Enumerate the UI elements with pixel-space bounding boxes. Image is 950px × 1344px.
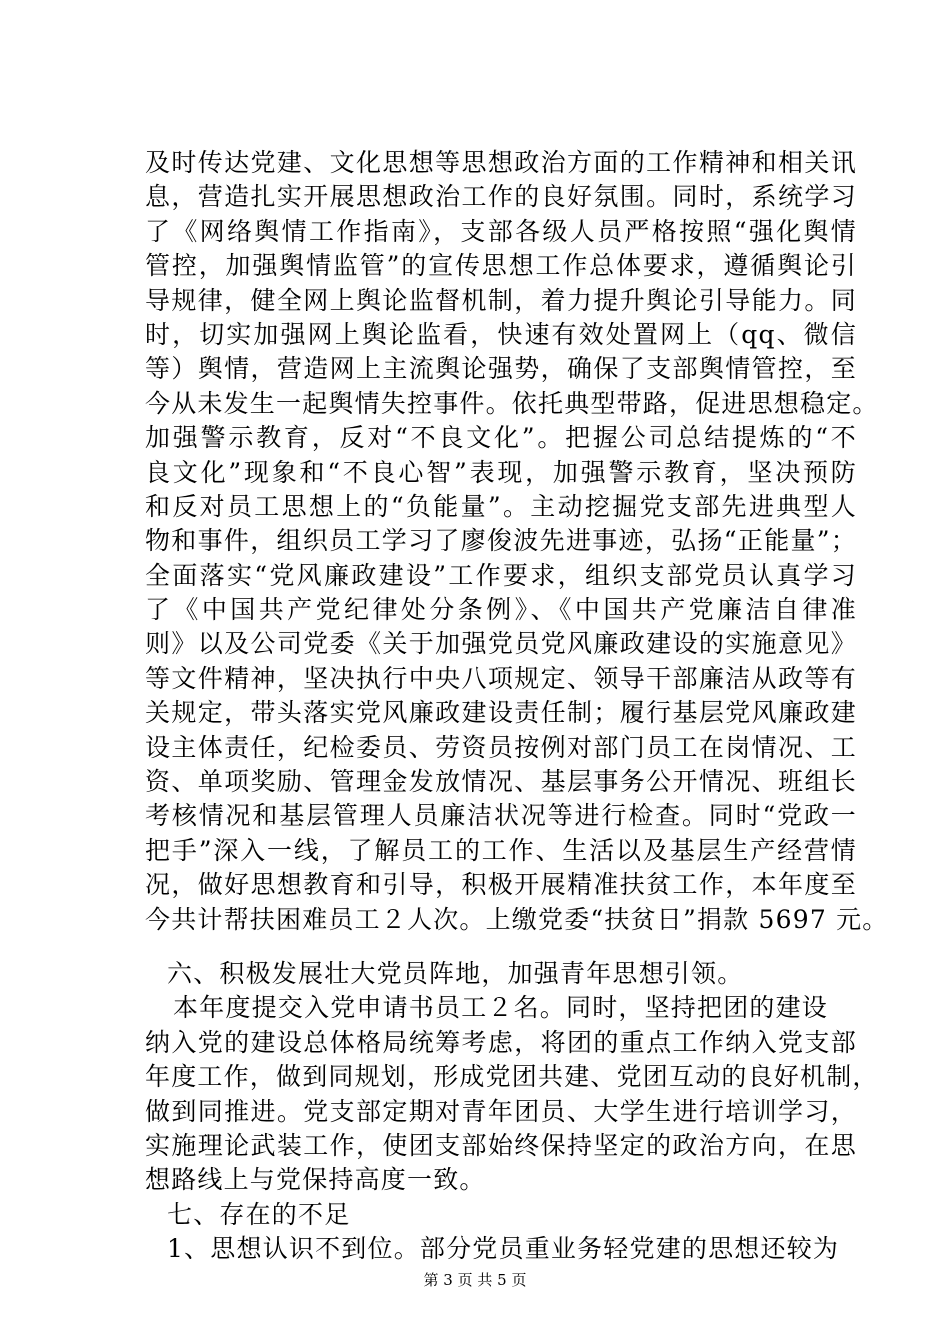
text-line: 时，切实加强网上舆论监看，快速有效处置网上（qq、微信 <box>145 319 857 349</box>
text-line: 今从未发生一起舆情失控事件。依托典型带路，促进思想稳定。 <box>145 388 879 418</box>
text-line: 设主体责任，纪检委员、劳资员按例对部门员工在岗情况、工 <box>145 732 857 762</box>
text-line: 等文件精神，坚决执行中央八项规定、领导干部廉洁从政等有 <box>145 663 857 693</box>
text-line: 了《中国共产党纪律处分条例》、《中国共产党廉洁自律准 <box>145 595 857 625</box>
document-body <box>145 146 889 1267</box>
page-number-footer: 第 3 页 共 5 页 <box>423 1271 527 1289</box>
section-heading-7: 七、存在的不足 <box>167 1199 351 1229</box>
text-line: 良文化”现象和“不良心智”表现，加强警示教育，坚决预防 <box>145 457 857 487</box>
text-line: 息，营造扎实开展思想政治工作的良好氛围。同时，系统学习 <box>145 182 857 212</box>
text-line: 想路线上与党保持高度一致。 <box>145 1165 486 1195</box>
text-line: 年度工作，做到同规划，形成党团共建、党团互动的良好机制， <box>145 1062 879 1092</box>
text-line: 资、单项奖励、管理金发放情况、基层事务公开情况、班组长 <box>145 767 857 797</box>
text-line: 今共计帮扶困难员工２人次。上缴党委“扶贫日”捐款 5697 元。 <box>145 904 889 934</box>
text-line: 加强警示教育，反对“不良文化”。把握公司总结提炼的“不 <box>145 423 857 453</box>
paragraph-shortcomings <box>145 1232 857 1266</box>
text-line: 纳入党的建设总体格局统筹考虑，将团的重点工作纳入党支部 <box>145 1027 857 1057</box>
paragraph-youth-guidance <box>145 991 879 1197</box>
section-heading-6: 六、积极发展壮大党员阵地，加强青年思想引领。 <box>167 958 744 988</box>
text-line: 及时传达党建、文化思想等思想政治方面的工作精神和相关讯 <box>145 148 857 177</box>
text-line: 把手”深入一线，了解员工的工作、生活以及基层生产经营情 <box>145 835 857 865</box>
paragraph-party-building <box>145 146 889 937</box>
text-line: 等）舆情，营造网上主流舆论强势，确保了支部舆情管控，至 <box>145 354 857 384</box>
text-line: 况，做好思想教育和引导，积极开展精准扶贫工作，本年度至 <box>145 870 857 900</box>
paragraph-spacer <box>145 937 857 957</box>
text-line: 全面落实“党风廉政建设”工作要求，组织支部党员认真学习 <box>145 560 857 590</box>
text-line: 做到同推进。党支部定期对青年团员、大学生进行培训学习， <box>145 1096 857 1126</box>
text-line: 了《网络舆情工作指南》，支部各级人员严格按照“强化舆情 <box>145 216 857 246</box>
text-line: 本年度提交入党申请书员工２名。同时，坚持把团的建设 <box>173 993 829 1023</box>
text-line: 实施理论武装工作，使团支部始终保持坚定的政治方向，在思 <box>145 1130 857 1160</box>
text-line: 则》以及公司党委《关于加强党员党风廉政建设的实施意见》 <box>145 629 857 659</box>
text-line: 1、思想认识不到位。部分党员重业务轻党建的思想还较为 <box>167 1234 840 1264</box>
text-line: 管控，加强舆情监管”的宣传思想工作总体要求，遵循舆论引 <box>145 251 857 281</box>
text-line: 和反对员工思想上的“负能量”。主动挖掘党支部先进典型人 <box>145 491 857 521</box>
text-line: 导规律，健全网上舆论监督机制，着力提升舆论引导能力。同 <box>145 285 857 315</box>
text-line: 关规定，带头落实党风廉政建设责任制；履行基层党风廉政建 <box>145 698 857 728</box>
text-line: 考核情况和基层管理人员廉洁状况等进行检查。同时“党政一 <box>145 801 857 831</box>
text-line: 物和事件，组织员工学习了廖俊波先进事迹，弘扬“正能量”； <box>145 526 857 556</box>
